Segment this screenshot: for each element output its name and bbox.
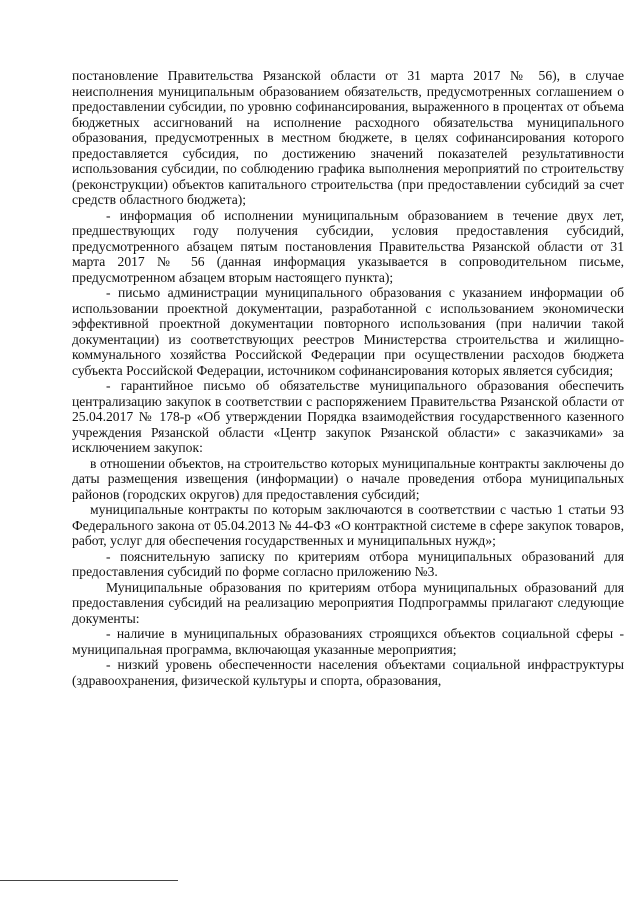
paragraph-low-provision: - низкий уровень обеспеченности населения объектами социальной инфраструктуры (здравоохранения, физической культуры и спорта, образования, bbox=[72, 657, 624, 688]
document-body bbox=[72, 68, 624, 688]
footnote-divider bbox=[0, 880, 178, 881]
paragraph-letter-administration: - письмо администрации муниципального образования с указанием информации об использовании проектной документации, разработанной с использованием экономически эффективной проектной документации повторного использования (при наличии такой документации) из соответствующих реестров Министерства строительства и жилищно-коммунального хозяйства Российской Федерации при осуществлении расходов бюджета субъекта Российской Федерации, источником софинансирования которых является субсидия; bbox=[72, 285, 624, 378]
paragraph-info-execution: - информация об исполнении муниципальным образованием в течение двух лет, предшествующих году получения субсидии, условия предоставления субсидий, предусмотренного абзацем пятым постановления Правительства Рязанской области от 31 марта 2017 № 56 (данная информация указывается в сопроводительном письме, предусмотренном абзацем вторым настоящего пункта); bbox=[72, 207, 624, 285]
paragraph-guarantee-letter: - гарантийное письмо об обязательстве муниципального образования обеспечить централизацию закупок в соответствии с распоряжением Правительства Рязанской области от 25.04.2017 № 178-р «Об утверждении Порядка взаимодействия государственного казенного учреждения Рязанской области «Центр закупок Рязанской области» с заказчиками» за исключением закупок: bbox=[72, 378, 624, 455]
paragraph-social-objects: - наличие в муниципальных образованиях строящихся объектов социальной сферы - муниципальная программа, включающая указанные мероприятия; bbox=[72, 626, 624, 657]
paragraph-exception-contracts: муниципальные контракты по которым заключаются в соответствии с частью 1 статьи 93 Федерального закона от 05.04.2013 № 44-ФЗ «О контрактной системе в сфере закупок товаров, работ, услуг для обеспечения государственных и муниципальных нужд»; bbox=[72, 502, 624, 548]
paragraph-continuation: постановление Правительства Рязанской области от 31 марта 2017 № 56), в случае неисполнения муниципальным образованием обязательств, предусмотренных соглашением о предоставлении субсидии, по уровню софинансирования, выраженного в процентах от объема бюджетных ассигнований на исполнение расходного обязательства муниципального образования, предусмотренных в местном бюджете, в целях софинансирования которого предоставляется субсидия, по достижению значений показателей результативности использования субсидии, по соблюдению графика выполнения мероприятий по строительству (реконструкции) объектов капитального строительства (при предоставлении субсидий за счет средств областного бюджета); bbox=[72, 68, 624, 207]
paragraph-exception-objects: в отношении объектов, на строительство которых муниципальные контракты заключены до даты размещения извещения (информации) о начале проведения отбора муниципальных районов (городских округов) для предоставления субсидий; bbox=[72, 455, 624, 502]
paragraph-municipalities-documents: Муниципальные образования по критериям отбора муниципальных образований для предоставления субсидий на реализацию мероприятия Подпрограммы прилагают следующие документы: bbox=[72, 579, 624, 626]
paragraph-explanatory-note: - пояснительную записку по критериям отбора муниципальных образований для предоставления субсидий по форме согласно приложению №3. bbox=[72, 548, 624, 579]
